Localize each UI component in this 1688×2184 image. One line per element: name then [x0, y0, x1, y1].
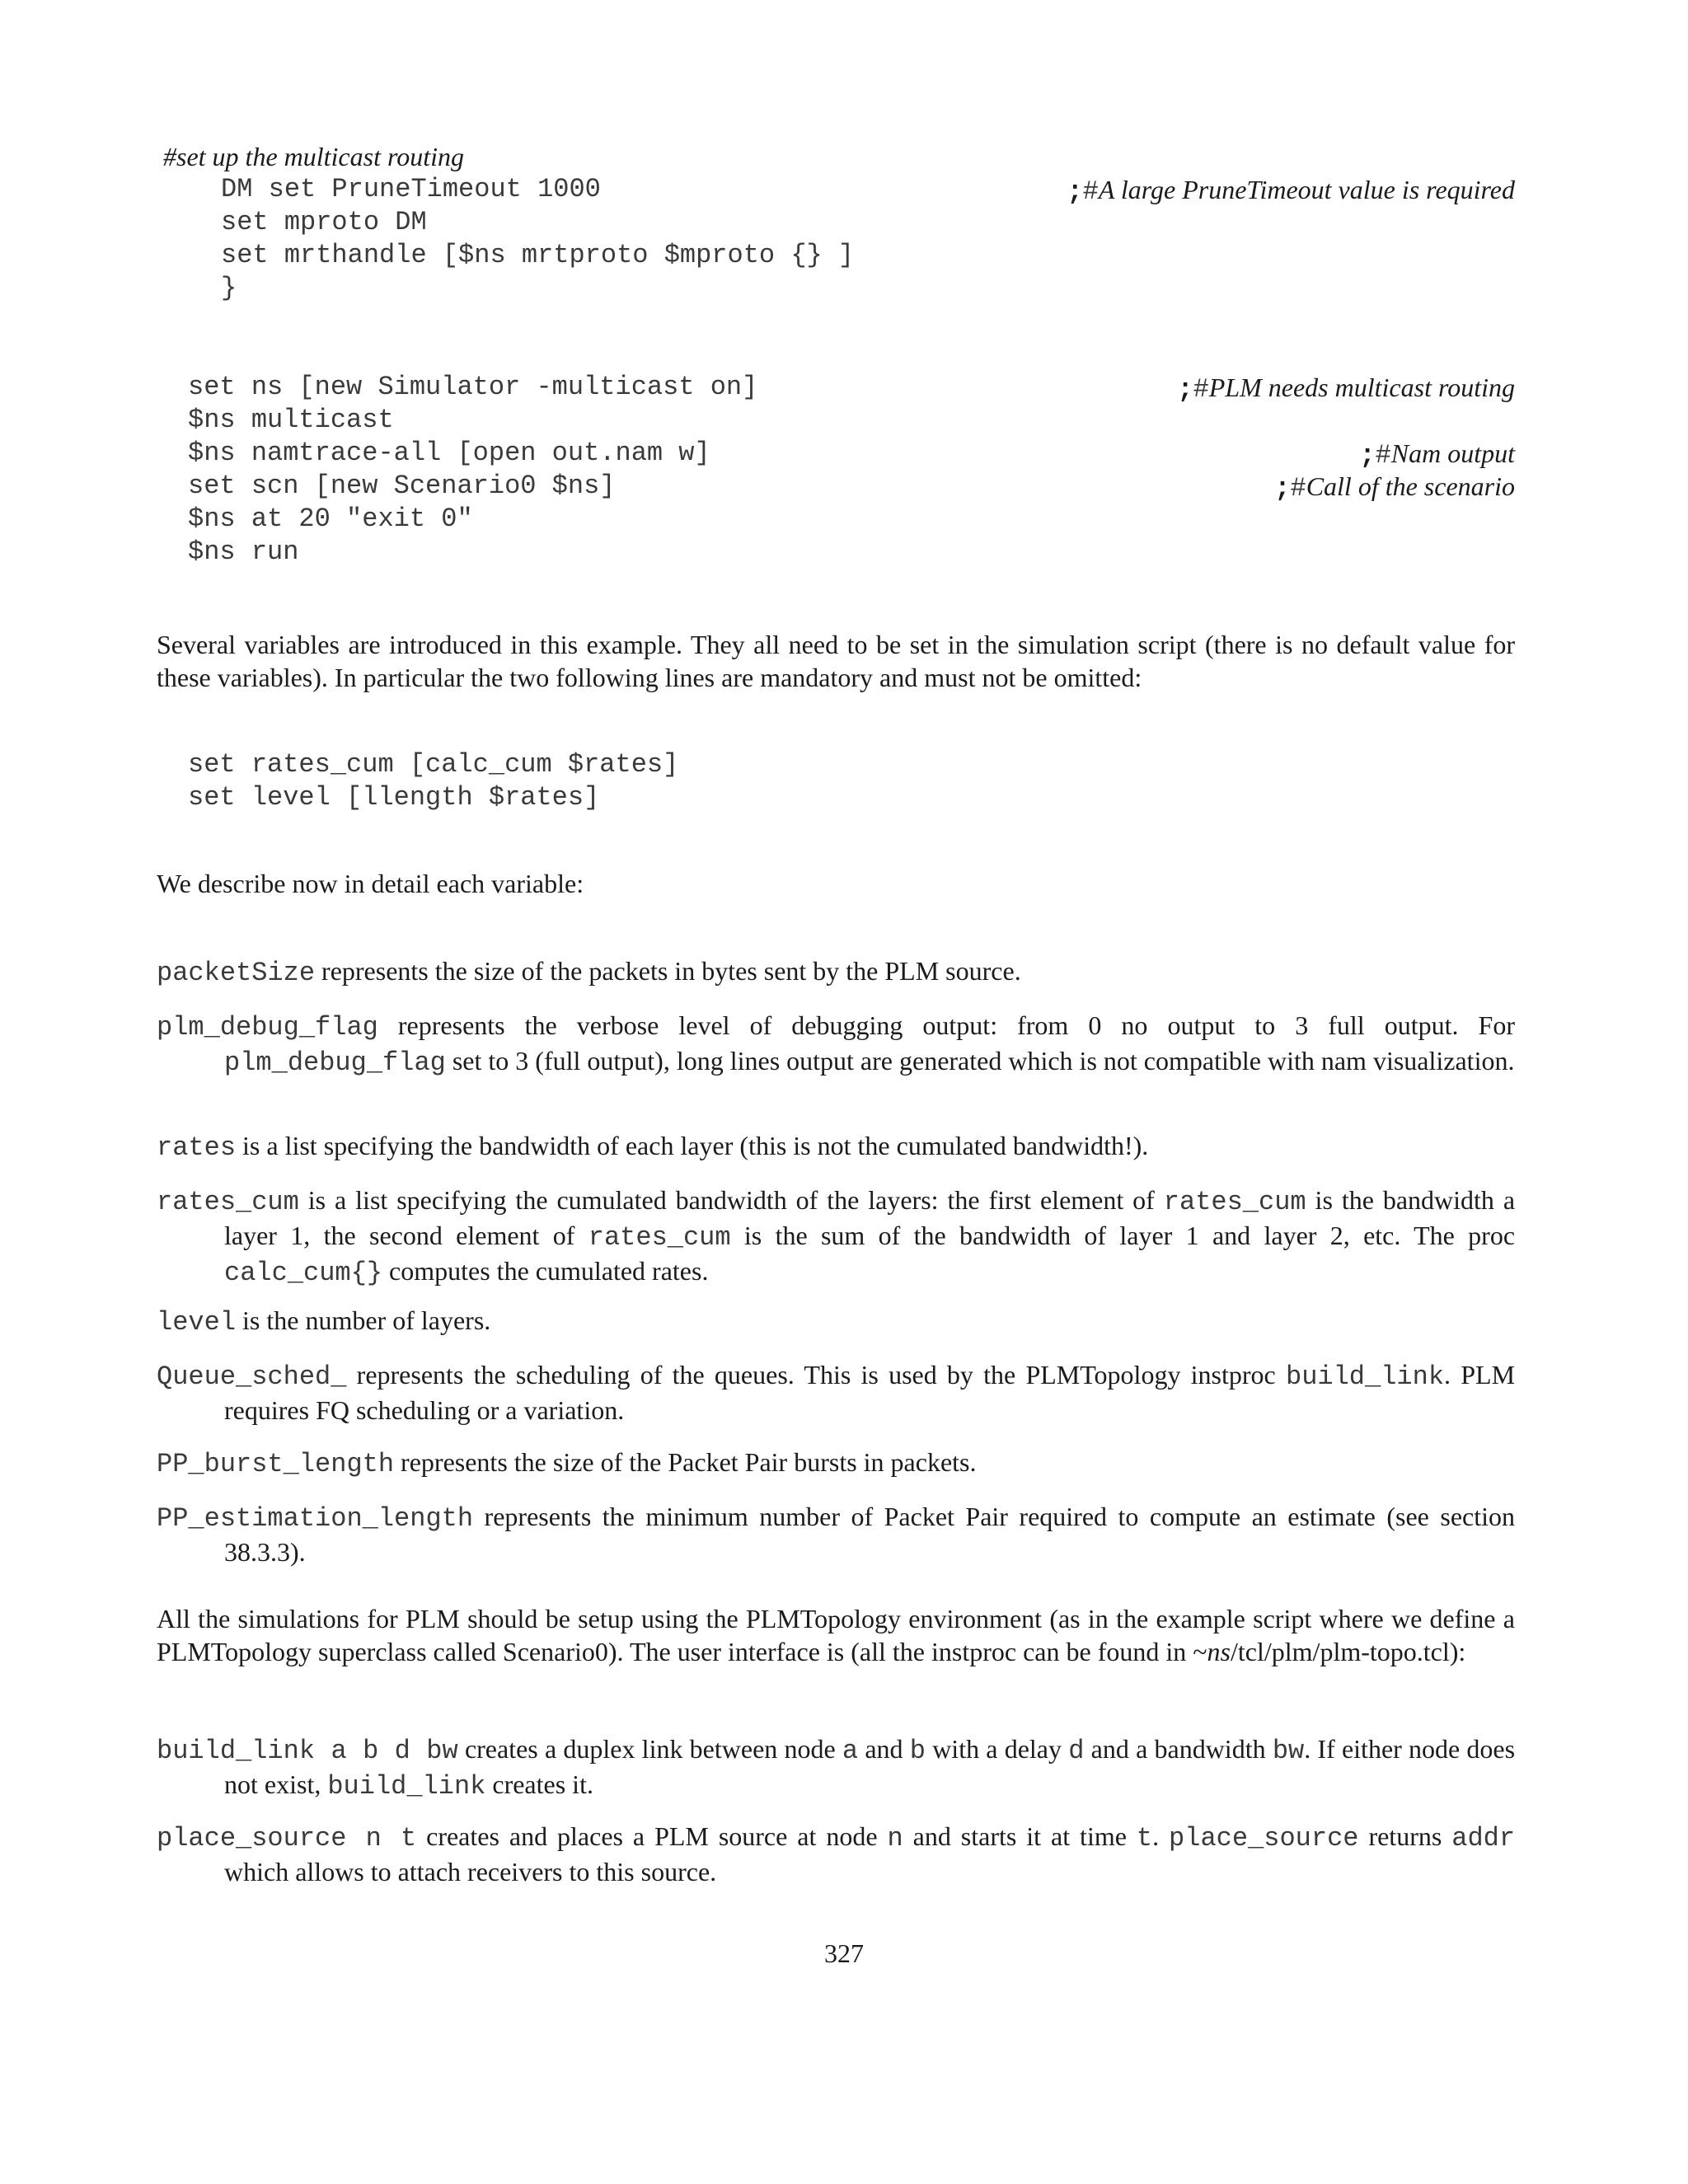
- paragraph: Several variables are introduced in this example. They all need to be set in the simulation script (there is no default value for these variables). In particular the two following lines are mandatory and must not be omitted:: [157, 630, 1515, 692]
- instproc-item-place-source: place_source n t creates and places a PLM source at node n and starts it at time t. place_source returns addr which allows to attach receivers to this source.: [157, 1821, 1516, 1886]
- variable-item-level: level is the number of layers.: [157, 1305, 491, 1338]
- paragraph: We describe now in detail each variable:: [157, 869, 584, 898]
- code-line: }: [221, 273, 237, 303]
- code-line: set scn [new Scenario0 $ns] ;#Call of the scenario: [188, 471, 1515, 504]
- code-comment: ;#Nam output: [1359, 438, 1515, 471]
- code-line: set level [llength $rates]: [188, 782, 600, 813]
- paragraph: All the simulations for PLM should be setup using the PLMTopology environment (as in the example script where we define a PLMTopology superclass called Scenario0). The user interface is (all the instproc can be found in ~ns/tcl/plm/plm-topo.tcl):: [157, 1604, 1515, 1666]
- code-line: set mproto DM: [221, 207, 427, 237]
- instproc-item-build-link: build_link a b d bw creates a duplex link between node a and b with a delay d and a bandwidth bw. If either node does not exist, build_link creates it.: [157, 1734, 1516, 1802]
- code-comment: ;#PLM needs multicast routing: [1177, 373, 1515, 405]
- code-line: DM set PruneTimeout 1000 ;#A large PruneTimeout value is required: [221, 174, 1515, 207]
- variable-item-rates-cum: rates_cum is a list specifying the cumulated bandwidth of the layers: the first element of rates_cum is the bandwidth a layer 1, the second element of rates_cum is the sum of the bandwidth of layer 1 and layer 2, etc. The proc calc_cum{} computes the cumulated rates.: [157, 1185, 1516, 1288]
- page-number: 327: [824, 1938, 864, 1968]
- code-line: $ns multicast: [188, 405, 394, 435]
- variable-item-plm-debug-flag: plm_debug_flag represents the verbose level of debugging output: from 0 no output to 3 full output. For plm_debug_flag set to 3 (full output), long lines output are generated which is not compatible with nam visualization.: [157, 1010, 1516, 1078]
- code-line: set rates_cum [calc_cum $rates]: [188, 749, 679, 780]
- variable-item-pp-burst-length: PP_burst_length represents the size of the Packet Pair bursts in packets.: [157, 1447, 977, 1479]
- variable-item-packetsize: packetSize represents the size of the packets in bytes sent by the PLM source.: [157, 956, 1021, 988]
- variable-item-queue-sched: Queue_sched_ represents the scheduling of the queues. This is used by the PLMTopology instproc build_link. PLM requires FQ scheduling or a variation.: [157, 1360, 1516, 1425]
- code-heading: #set up the multicast routing: [163, 142, 465, 171]
- code-line: set mrthandle [$ns mrtproto $mproto {} ]: [221, 240, 855, 270]
- code-line: $ns at 20 "exit 0": [188, 504, 473, 534]
- code-comment: ;#A large PruneTimeout value is required: [1067, 175, 1515, 207]
- code-line: $ns namtrace-all [open out.nam w] ;#Nam output: [188, 438, 1515, 471]
- variable-item-rates: rates is a list specifying the bandwidth of each layer (this is not the cumulated bandwidth!).: [157, 1131, 1149, 1163]
- code-line: $ns run: [188, 537, 299, 567]
- code-line: set ns [new Simulator -multicast on] ;#PLM needs multicast routing: [188, 372, 1515, 405]
- variable-item-pp-estimation-length: PP_estimation_length represents the minimum number of Packet Pair required to compute an estimate (see section 38.3.3).: [157, 1502, 1516, 1567]
- code-comment: ;#Call of the scenario: [1274, 471, 1515, 504]
